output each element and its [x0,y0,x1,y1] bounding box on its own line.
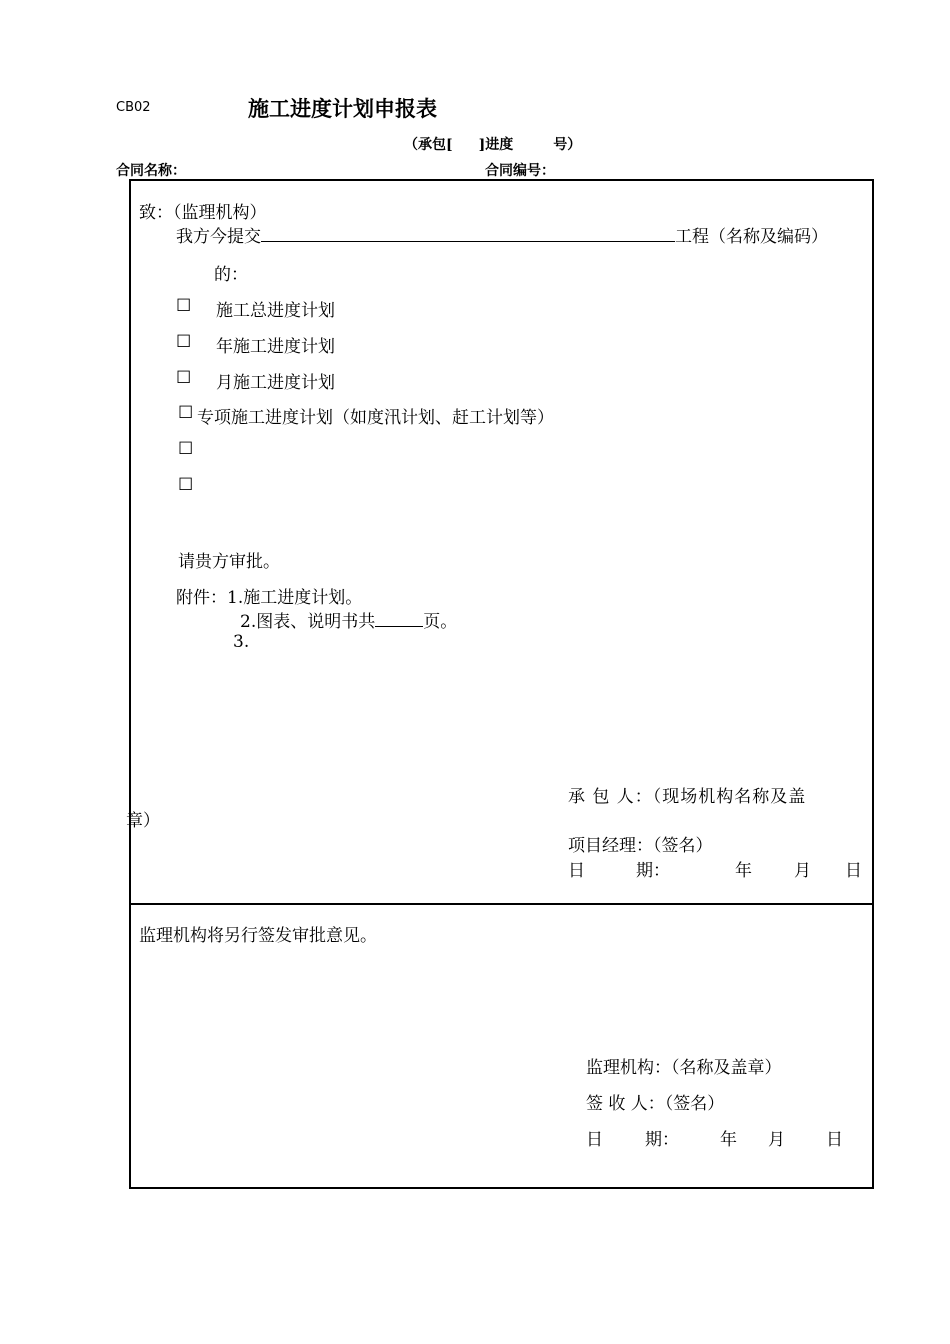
attachment-1: 1.施工进度计划。 [227,588,363,608]
submit-line [176,222,828,247]
attachment-3: 3. [233,632,250,652]
option-checkbox[interactable]: ☐ [178,403,194,423]
option-annual-schedule: 年施工进度计划 [216,337,335,357]
date-label-period: 期： [636,861,670,881]
attachment-2-prefix: 2.图表、说明书共 [240,612,376,632]
review-year-label: 年 [720,1130,737,1150]
contract-name-label: 合同名称： [116,163,186,179]
page-title: 施工进度计划申报表 [248,96,437,121]
contractor-label-wrap: 章） [126,811,160,831]
attachments-label: 附件： [176,588,227,608]
subtitle-part-b: ]进度 [478,137,514,153]
option-monthly-schedule: 月施工进度计划 [216,373,335,393]
option-checkbox[interactable]: ☐ [178,439,194,459]
review-day-label: 日 [826,1130,843,1150]
contract-number-label: 合同编号： [485,163,555,179]
form-subtitle [404,134,581,154]
option-checkbox[interactable]: ☐ [176,296,192,316]
option-master-schedule: 施工总进度计划 [216,301,335,321]
attachments-line-1 [176,583,362,608]
project-name-blank[interactable] [261,225,675,242]
option-checkbox[interactable]: ☐ [178,475,194,495]
receiver-label: 签 收 人：（签名） [586,1094,725,1114]
review-month-label: 月 [768,1130,785,1150]
review-note: 监理机构将另行签发审批意见。 [139,926,377,946]
of-line: 的： [214,265,248,285]
date-label-day-char: 日 [568,861,585,881]
option-checkbox[interactable]: ☐ [176,332,192,352]
review-date-day-char: 日 [586,1130,603,1150]
addressee-line: 致：（监理机构） [139,203,267,223]
form-code: CB02 [116,100,151,115]
date-year-label: 年 [735,861,752,881]
submit-prefix: 我方今提交 [176,227,261,247]
subtitle-part-c: 号） [553,137,582,153]
page-count-blank[interactable] [375,612,423,627]
submit-suffix: 工程（名称及编码） [675,227,828,247]
contractor-label: 承 包 人：（现场机构名称及盖 [568,787,807,807]
subtitle-part-a: （承包[ [404,137,453,153]
attachments-line-2 [240,607,457,632]
project-manager-label: 项目经理：（签名） [568,836,713,856]
approval-request: 请贵方审批。 [178,552,280,572]
date-day-label: 日 [845,861,862,881]
attachment-2-suffix: 页。 [423,612,458,632]
option-checkbox[interactable]: ☐ [176,368,192,388]
agency-label: 监理机构：（名称及盖章） [586,1058,782,1078]
option-special-schedule: 专项施工进度计划（如度汛计划、赶工计划等） [197,408,554,428]
date-month-label: 月 [794,861,811,881]
review-date-period: 期： [645,1130,679,1150]
